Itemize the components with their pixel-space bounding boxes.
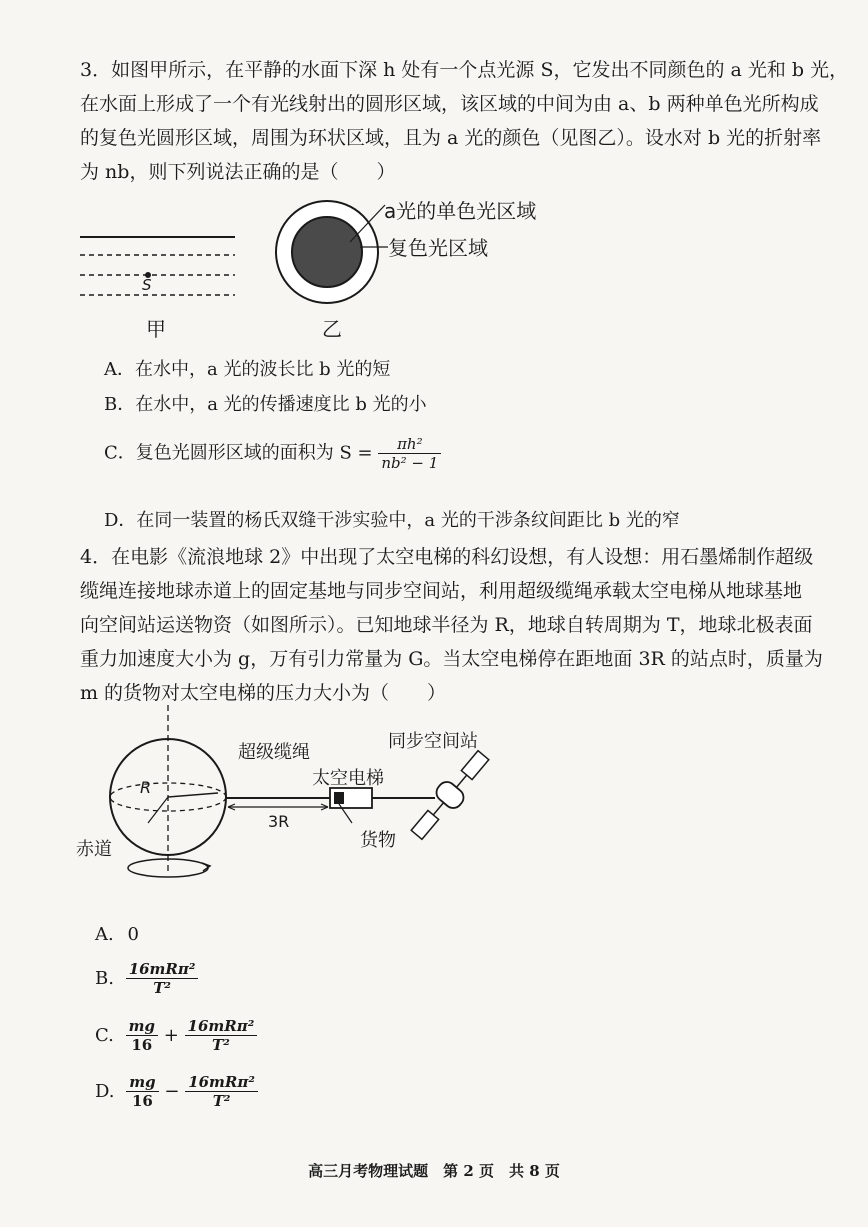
q3-line-4: 为 nb，则下列说法正确的是（ ） bbox=[80, 161, 396, 183]
composite-light-disk bbox=[292, 217, 362, 287]
fraction-numerator: mg bbox=[126, 1017, 158, 1036]
cable-label: 超级缆绳 bbox=[238, 742, 310, 763]
cargo-box bbox=[334, 792, 344, 804]
space-station bbox=[406, 746, 494, 844]
q4-line-2: 缆绳连接地球赤道上的固定基地与同步空间站，利用超级缆绳承载太空电梯从地球基地 bbox=[80, 580, 803, 602]
q3-option-b: B．在水中，a 光的传播速度比 b 光的小 bbox=[104, 394, 427, 415]
figure-yi-caption: 乙 bbox=[322, 317, 342, 341]
q3-option-d: D．在同一装置的杨氏双缝干涉实验中，a 光的干涉条纹间距比 b 光的窄 bbox=[104, 510, 680, 531]
water-surface-figure bbox=[80, 225, 240, 305]
fraction-denominator: 16 bbox=[132, 1092, 153, 1110]
option-label: B. bbox=[95, 968, 114, 989]
q3-line-1: 3．如图甲所示，在平静的水面下深 h 处有一个点光源 S，它发出不同颜色的 a 光和 b 光， bbox=[80, 59, 849, 81]
q4-option-a bbox=[95, 924, 139, 945]
q3-line-2: 在水面上形成了一个有光线射出的圆形区域，该区域的中间为由 a、b 两种单色光所构成 bbox=[80, 93, 819, 115]
light-region-figure bbox=[270, 200, 390, 310]
ring-region-label: a光的单色光区域 bbox=[384, 199, 537, 223]
fraction-denominator: T² bbox=[212, 1036, 230, 1054]
source-label: S bbox=[142, 276, 152, 294]
equator-label: 赤道 bbox=[76, 839, 112, 860]
fraction-numerator: 16mRπ² bbox=[185, 1073, 258, 1092]
option-b-fraction bbox=[126, 960, 199, 997]
q4-option-b bbox=[95, 960, 198, 997]
q3-option-c-text: C．复色光圆形区域的面积为 S = bbox=[104, 442, 373, 464]
cargo-label: 货物 bbox=[360, 830, 396, 851]
option-c-fraction-1 bbox=[126, 1017, 158, 1054]
fraction-denominator: 16 bbox=[131, 1036, 153, 1054]
q4-line-5: m 的货物对太空电梯的压力大小为（ ） bbox=[80, 682, 447, 704]
core-region-label: 复色光区域 bbox=[388, 236, 488, 260]
fraction-denominator: T² bbox=[153, 979, 171, 997]
fraction-denominator: nb² − 1 bbox=[381, 454, 439, 472]
fraction-numerator: 16mRπ² bbox=[126, 960, 199, 979]
option-label: A. bbox=[95, 924, 114, 945]
option-d-fraction-2 bbox=[185, 1073, 258, 1110]
q4-option-c bbox=[95, 1017, 257, 1054]
q3-line-3: 的复色光圆形区域，周围为环状区域，且为 a 光的颜色（见图乙）。设水对 b 光的折射率 bbox=[80, 127, 822, 149]
q4-line-4: 重力加速度大小为 g，万有引力常量为 G。当太空电梯停在距地面 3R 的站点时，质量为 bbox=[80, 648, 823, 670]
q4-option-d bbox=[95, 1073, 258, 1110]
operator: + bbox=[163, 1025, 179, 1046]
fraction-denominator: T² bbox=[212, 1092, 231, 1110]
distance-label: 3R bbox=[268, 812, 290, 831]
option-label: C. bbox=[95, 1025, 114, 1046]
q4-line-1: 4．在电影《流浪地球 2》中出现了太空电梯的科幻设想，有人设想：用石墨烯制作超级 bbox=[80, 546, 814, 568]
radius-line bbox=[168, 793, 218, 797]
q3-option-c-fraction bbox=[378, 435, 441, 472]
q3-option-c bbox=[104, 435, 441, 472]
operator: − bbox=[164, 1081, 180, 1102]
page-footer: 高三月考物理试题 第 2 页 共 8 页 bbox=[308, 1162, 560, 1180]
q4-line-3: 向空间站运送物资（如图所示）。已知地球半径为 R，地球自转周期为 T，地球北极表面 bbox=[80, 614, 813, 636]
fraction-numerator: πh² bbox=[378, 435, 441, 454]
q3-option-a: A．在水中，a 光的波长比 b 光的短 bbox=[104, 359, 391, 380]
option-d-fraction-1 bbox=[126, 1073, 158, 1110]
station-label: 同步空间站 bbox=[388, 731, 478, 752]
fraction-numerator: 16mRπ² bbox=[185, 1017, 258, 1036]
option-value: 0 bbox=[127, 924, 139, 945]
fraction-numerator: mg bbox=[126, 1073, 158, 1092]
elevator-label: 太空电梯 bbox=[312, 768, 384, 789]
radius-label: R bbox=[140, 778, 152, 797]
option-c-fraction-2 bbox=[185, 1017, 258, 1054]
figure-jia-caption: 甲 bbox=[146, 317, 166, 341]
option-label: D. bbox=[95, 1081, 115, 1102]
